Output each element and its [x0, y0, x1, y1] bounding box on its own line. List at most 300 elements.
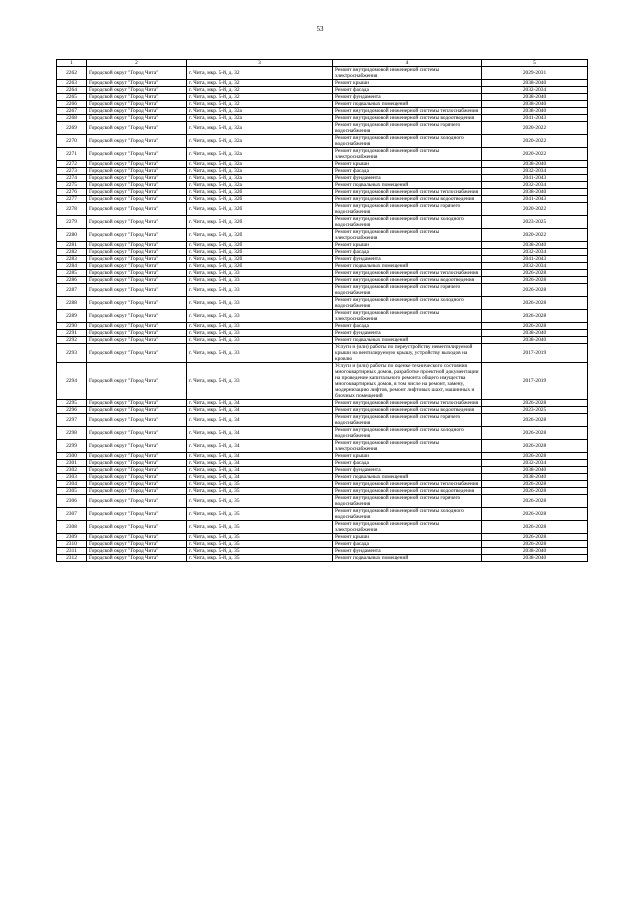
table-row	[57, 310, 588, 323]
row-number-cell: 2285	[57, 270, 87, 277]
period-cell: 2020-2022	[482, 122, 588, 135]
table-row	[57, 534, 588, 541]
address-cell: г. Чита, мкр. 5-й, д. 34	[187, 453, 333, 460]
municipality-cell: Городской округ "Город Чита"	[87, 474, 187, 481]
table-row	[57, 548, 588, 555]
address-cell: г. Чита, мкр. 5-й, д. 32б	[187, 263, 333, 270]
address-cell: г. Чита, мкр. 5-й, д. 34	[187, 467, 333, 474]
period-cell: 2026-2028	[482, 521, 588, 534]
period-cell: 2017-2019	[482, 344, 588, 363]
table-row	[57, 229, 588, 242]
municipality-cell: Городской округ "Город Чита"	[87, 414, 187, 427]
row-number-cell: 2298	[57, 427, 87, 440]
work-type-cell: Ремонт фасада	[333, 460, 482, 467]
row-number-cell: 2274	[57, 175, 87, 182]
work-type-cell: Ремонт фасада	[333, 87, 482, 94]
header-cell: 1	[57, 60, 87, 67]
work-type-cell: Ремонт внутридомовой инженерной системы теплоснабжения	[333, 270, 482, 277]
municipality-cell: Городской округ "Город Чита"	[87, 323, 187, 330]
table-row	[57, 148, 588, 161]
row-number-cell: 2308	[57, 521, 87, 534]
work-type-cell: Ремонт фасада	[333, 249, 482, 256]
municipality-cell: Городской округ "Город Чита"	[87, 122, 187, 135]
address-cell: г. Чита, мкр. 5-й, д. 34	[187, 474, 333, 481]
address-cell: г. Чита, мкр. 5-й, д. 33	[187, 330, 333, 337]
period-cell: 2038-2040	[482, 467, 588, 474]
table-row	[57, 270, 588, 277]
period-cell: 2026-2028	[482, 488, 588, 495]
period-cell: 2041-2043	[482, 196, 588, 203]
period-cell: 2026-2028	[482, 440, 588, 453]
table-row	[57, 80, 588, 87]
municipality-cell: Городской округ "Город Чита"	[87, 508, 187, 521]
table-row	[57, 101, 588, 108]
row-number-cell: 2312	[57, 555, 87, 562]
municipality-cell: Городской округ "Город Чита"	[87, 161, 187, 168]
table-row	[57, 474, 588, 481]
row-number-cell: 2281	[57, 242, 87, 249]
table-row	[57, 277, 588, 284]
period-cell: 2026-2028	[482, 270, 588, 277]
work-type-cell: Ремонт внутридомовой инженерной системы электроснабжения	[333, 229, 482, 242]
header-cell: 5	[482, 60, 588, 67]
address-cell: г. Чита, мкр. 5-й, д. 35	[187, 541, 333, 548]
row-number-cell: 2309	[57, 534, 87, 541]
municipality-cell: Городской округ "Город Чита"	[87, 168, 187, 175]
table-row	[57, 203, 588, 216]
work-type-cell: Ремонт внутридомовой инженерной системы горячего водоснабжения	[333, 203, 482, 216]
period-cell: 2026-2028	[482, 277, 588, 284]
period-cell: 2026-2028	[482, 541, 588, 548]
period-cell: 2038-2040	[482, 80, 588, 87]
address-cell: г. Чита, мкр. 5-й, д. 33	[187, 337, 333, 344]
header-cell: 4	[333, 60, 482, 67]
municipality-cell: Городской округ "Город Чита"	[87, 284, 187, 297]
table-row	[57, 284, 588, 297]
address-cell: г. Чита, мкр. 5-й, д. 35	[187, 548, 333, 555]
address-cell: г. Чита, мкр. 5-й, д. 32а	[187, 122, 333, 135]
work-type-cell: Ремонт внутридомовой инженерной системы холодного водоснабжения	[333, 216, 482, 229]
table-row	[57, 323, 588, 330]
period-cell: 2026-2028	[482, 508, 588, 521]
row-number-cell: 2289	[57, 310, 87, 323]
work-type-cell: Ремонт внутридомовой инженерной системы горячего водоснабжения	[333, 495, 482, 508]
address-cell: г. Чита, мкр. 5-й, д. 32б	[187, 249, 333, 256]
municipality-cell: Городской округ "Город Чита"	[87, 135, 187, 148]
address-cell: г. Чита, мкр. 5-й, д. 32б	[187, 196, 333, 203]
address-cell: г. Чита, мкр. 5-й, д. 32а	[187, 175, 333, 182]
period-cell: 2023-2025	[482, 216, 588, 229]
table-row	[57, 407, 588, 414]
municipality-cell: Городской округ "Город Чита"	[87, 175, 187, 182]
row-number-cell: 2301	[57, 460, 87, 467]
address-cell: г. Чита, мкр. 5-й, д. 33	[187, 284, 333, 297]
period-cell: 2026-2028	[482, 414, 588, 427]
municipality-cell: Городской округ "Город Чита"	[87, 521, 187, 534]
period-cell: 2038-2040	[482, 108, 588, 115]
period-cell: 2038-2040	[482, 548, 588, 555]
row-number-cell: 2277	[57, 196, 87, 203]
address-cell: г. Чита, мкр. 5-й, д. 33	[187, 323, 333, 330]
period-cell: 2026-2028	[482, 297, 588, 310]
municipality-cell: Городской округ "Город Чита"	[87, 310, 187, 323]
address-cell: г. Чита, мкр. 5-й, д. 32	[187, 94, 333, 101]
work-type-cell: Ремонт фасада	[333, 541, 482, 548]
table-row	[57, 87, 588, 94]
table-row	[57, 175, 588, 182]
row-number-cell: 2272	[57, 161, 87, 168]
row-number-cell: 2299	[57, 440, 87, 453]
work-type-cell: Ремонт крыши	[333, 534, 482, 541]
municipality-cell: Городской округ "Город Чита"	[87, 427, 187, 440]
row-number-cell: 2287	[57, 284, 87, 297]
period-cell: 2041-2043	[482, 175, 588, 182]
address-cell: г. Чита, мкр. 5-й, д. 35	[187, 521, 333, 534]
period-cell: 2020-2022	[482, 203, 588, 216]
municipality-cell: Городской округ "Город Чита"	[87, 242, 187, 249]
address-cell: г. Чита, мкр. 5-й, д. 33	[187, 363, 333, 400]
table-row	[57, 460, 588, 467]
work-type-cell: Ремонт крыши	[333, 242, 482, 249]
period-cell: 2038-2040	[482, 337, 588, 344]
municipality-cell: Городской округ "Город Чита"	[87, 196, 187, 203]
table-row	[57, 242, 588, 249]
municipality-cell: Городской округ "Город Чита"	[87, 541, 187, 548]
municipality-cell: Городской округ "Город Чита"	[87, 407, 187, 414]
row-number-cell: 2280	[57, 229, 87, 242]
row-number-cell: 2271	[57, 148, 87, 161]
table-row	[57, 453, 588, 460]
table-row	[57, 297, 588, 310]
work-type-cell: Ремонт фасада	[333, 168, 482, 175]
work-type-cell: Ремонт внутридомовой инженерной системы теплоснабжения	[333, 189, 482, 196]
work-type-cell: Ремонт фундамента	[333, 467, 482, 474]
municipality-cell: Городской округ "Город Чита"	[87, 453, 187, 460]
address-cell: г. Чита, мкр. 5-й, д. 34	[187, 460, 333, 467]
address-cell: г. Чита, мкр. 5-й, д. 33	[187, 297, 333, 310]
table-row	[57, 555, 588, 562]
work-type-cell: Ремонт крыши	[333, 80, 482, 87]
period-cell: 2023-2025	[482, 407, 588, 414]
row-number-cell: 2279	[57, 216, 87, 229]
address-cell: г. Чита, мкр. 5-й, д. 32б	[187, 189, 333, 196]
municipality-cell: Городской округ "Город Чита"	[87, 87, 187, 94]
municipality-cell: Городской округ "Город Чита"	[87, 270, 187, 277]
period-cell: 2026-2028	[482, 284, 588, 297]
municipality-cell: Городской округ "Город Чита"	[87, 94, 187, 101]
table-row	[57, 122, 588, 135]
row-number-cell: 2264	[57, 87, 87, 94]
period-cell: 2038-2040	[482, 94, 588, 101]
address-cell: г. Чита, мкр. 5-й, д. 32б	[187, 203, 333, 216]
work-type-cell: Ремонт внутридомовой инженерной системы водоотведения	[333, 196, 482, 203]
address-cell: г. Чита, мкр. 5-й, д. 32а	[187, 148, 333, 161]
address-cell: г. Чита, мкр. 5-й, д. 33	[187, 270, 333, 277]
address-cell: г. Чита, мкр. 5-й, д. 35	[187, 508, 333, 521]
row-number-cell: 2296	[57, 407, 87, 414]
work-type-cell: Ремонт внутридомовой инженерной системы электроснабжения	[333, 310, 482, 323]
municipality-cell: Городской округ "Город Чита"	[87, 534, 187, 541]
row-number-cell: 2294	[57, 363, 87, 400]
table-row	[57, 256, 588, 263]
period-cell: 2026-2028	[482, 323, 588, 330]
table-row	[57, 400, 588, 407]
period-cell: 2038-2040	[482, 189, 588, 196]
row-number-cell: 2292	[57, 337, 87, 344]
work-type-cell: Ремонт подвальных помещений	[333, 101, 482, 108]
row-number-cell: 2305	[57, 488, 87, 495]
municipality-cell: Городской округ "Город Чита"	[87, 249, 187, 256]
work-type-cell: Услуги и (или) работы по оценке технического состояния многоквартирных домов, разработке проектной документации на проведение капитального ремонта общего имущества многоквартирных домов, в том числе на ремонт, замену, модернизацию лифтов, ремонт лифтовых шахт, машинных и блочных помещений	[333, 363, 482, 400]
table-row	[57, 467, 588, 474]
work-type-cell: Ремонт внутридомовой инженерной системы холодного водоснабжения	[333, 508, 482, 521]
row-number-cell: 2288	[57, 297, 87, 310]
row-number-cell: 2300	[57, 453, 87, 460]
municipality-cell: Городской округ "Город Чита"	[87, 488, 187, 495]
work-type-cell: Ремонт фундамента	[333, 256, 482, 263]
address-cell: г. Чита, мкр. 5-й, д. 32а	[187, 161, 333, 168]
municipality-cell: Городской округ "Город Чита"	[87, 182, 187, 189]
municipality-cell: Городской округ "Город Чита"	[87, 80, 187, 87]
row-number-cell: 2267	[57, 108, 87, 115]
period-cell: 2020-2022	[482, 229, 588, 242]
row-number-cell: 2297	[57, 414, 87, 427]
municipality-cell: Городской округ "Город Чита"	[87, 555, 187, 562]
row-number-cell: 2303	[57, 474, 87, 481]
period-cell: 2026-2028	[482, 310, 588, 323]
page-number: 53	[316, 25, 324, 33]
table-row	[57, 508, 588, 521]
row-number-cell: 2266	[57, 101, 87, 108]
table-row	[57, 495, 588, 508]
address-cell: г. Чита, мкр. 5-й, д. 32б	[187, 229, 333, 242]
period-cell: 2017-2019	[482, 363, 588, 400]
work-type-cell: Ремонт крыши	[333, 453, 482, 460]
row-number-cell: 2302	[57, 467, 87, 474]
municipality-cell: Городской округ "Город Чита"	[87, 256, 187, 263]
municipality-cell: Городской округ "Город Чита"	[87, 216, 187, 229]
row-number-cell: 2293	[57, 344, 87, 363]
address-cell: г. Чита, мкр. 5-й, д. 35	[187, 534, 333, 541]
period-cell: 2041-2043	[482, 256, 588, 263]
period-cell: 2038-2040	[482, 474, 588, 481]
work-type-cell: Ремонт фундамента	[333, 330, 482, 337]
work-type-cell: Ремонт внутридомовой инженерной системы горячего водоснабжения	[333, 122, 482, 135]
work-type-cell: Ремонт внутридомовой инженерной системы водоотведения	[333, 277, 482, 284]
period-cell: 2038-2040	[482, 330, 588, 337]
address-cell: г. Чита, мкр. 5-й, д. 32	[187, 101, 333, 108]
header-cell: 3	[187, 60, 333, 67]
row-number-cell: 2275	[57, 182, 87, 189]
table-row	[57, 481, 588, 488]
registry-table	[56, 59, 588, 562]
row-number-cell: 2283	[57, 256, 87, 263]
table-row	[57, 344, 588, 363]
address-cell: г. Чита, мкр. 5-й, д. 33	[187, 277, 333, 284]
period-cell: 2032-2034	[482, 168, 588, 175]
municipality-cell: Городской округ "Город Чита"	[87, 344, 187, 363]
municipality-cell: Городской округ "Город Чита"	[87, 467, 187, 474]
table-row	[57, 541, 588, 548]
row-number-cell: 2269	[57, 122, 87, 135]
period-cell: 2032-2034	[482, 87, 588, 94]
period-cell: 2038-2040	[482, 161, 588, 168]
row-number-cell: 2291	[57, 330, 87, 337]
row-number-cell: 2306	[57, 495, 87, 508]
work-type-cell: Ремонт внутридомовой инженерной системы водоотведения	[333, 115, 482, 122]
work-type-cell: Ремонт внутридомовой инженерной системы теплоснабжения	[333, 481, 482, 488]
table-row	[57, 363, 588, 400]
row-number-cell: 2268	[57, 115, 87, 122]
row-number-cell: 2286	[57, 277, 87, 284]
table-row	[57, 414, 588, 427]
municipality-cell: Городской округ "Город Чита"	[87, 548, 187, 555]
period-cell: 2026-2028	[482, 481, 588, 488]
work-type-cell: Ремонт внутридомовой инженерной системы горячего водоснабжения	[333, 414, 482, 427]
row-number-cell: 2265	[57, 94, 87, 101]
address-cell: г. Чита, мкр. 5-й, д. 35	[187, 488, 333, 495]
address-cell: г. Чита, мкр. 5-й, д. 34	[187, 427, 333, 440]
address-cell: г. Чита, мкр. 5-й, д. 35	[187, 495, 333, 508]
work-type-cell: Ремонт крыши	[333, 161, 482, 168]
period-cell: 2020-2022	[482, 135, 588, 148]
municipality-cell: Городской округ "Город Чита"	[87, 115, 187, 122]
table-row	[57, 337, 588, 344]
work-type-cell: Ремонт внутридомовой инженерной системы электроснабжения	[333, 440, 482, 453]
row-number-cell: 2276	[57, 189, 87, 196]
municipality-cell: Городской округ "Город Чита"	[87, 337, 187, 344]
table-row	[57, 135, 588, 148]
address-cell: г. Чита, мкр. 5-й, д. 32а	[187, 182, 333, 189]
municipality-cell: Городской округ "Город Чита"	[87, 148, 187, 161]
period-cell: 2038-2040	[482, 242, 588, 249]
period-cell: 2032-2034	[482, 249, 588, 256]
row-number-cell: 2290	[57, 323, 87, 330]
address-cell: г. Чита, мкр. 5-й, д. 32	[187, 80, 333, 87]
work-type-cell: Ремонт внутридомовой инженерной системы холодного водоснабжения	[333, 135, 482, 148]
municipality-cell: Городской округ "Город Чита"	[87, 229, 187, 242]
address-cell: г. Чита, мкр. 5-й, д. 32а	[187, 108, 333, 115]
row-number-cell: 2282	[57, 249, 87, 256]
table-row	[57, 182, 588, 189]
work-type-cell: Ремонт внутридомовой инженерной системы теплоснабжения	[333, 108, 482, 115]
municipality-cell: Городской округ "Город Чита"	[87, 263, 187, 270]
municipality-cell: Городской округ "Город Чита"	[87, 330, 187, 337]
address-cell: г. Чита, мкр. 5-й, д. 32а	[187, 135, 333, 148]
period-cell: 2041-2043	[482, 115, 588, 122]
table-row	[57, 440, 588, 453]
work-type-cell: Услуги и (или) работы по переустройству невентилируемой крыши на вентилируемую крышу, устройству выходов на кровлю	[333, 344, 482, 363]
address-cell: г. Чита, мкр. 5-й, д. 32б	[187, 216, 333, 229]
work-type-cell: Ремонт внутридомовой инженерной системы электроснабжения	[333, 148, 482, 161]
municipality-cell: Городской округ "Город Чита"	[87, 67, 187, 80]
work-type-cell: Ремонт подвальных помещений	[333, 474, 482, 481]
table-row	[57, 189, 588, 196]
work-type-cell: Ремонт фундамента	[333, 94, 482, 101]
period-cell: 2038-2040	[482, 101, 588, 108]
row-number-cell: 2307	[57, 508, 87, 521]
row-number-cell: 2270	[57, 135, 87, 148]
work-type-cell: Ремонт внутридомовой инженерной системы электроснабжения	[333, 67, 482, 80]
address-cell: г. Чита, мкр. 5-й, д. 35	[187, 481, 333, 488]
table-row	[57, 521, 588, 534]
table-row	[57, 115, 588, 122]
municipality-cell: Городской округ "Город Чита"	[87, 189, 187, 196]
table-row	[57, 168, 588, 175]
row-number-cell: 2273	[57, 168, 87, 175]
work-type-cell: Ремонт внутридомовой инженерной системы электроснабжения	[333, 521, 482, 534]
work-type-cell: Ремонт фундамента	[333, 175, 482, 182]
period-cell: 2020-2022	[482, 148, 588, 161]
municipality-cell: Городской округ "Город Чита"	[87, 363, 187, 400]
table-row	[57, 67, 588, 80]
address-cell: г. Чита, мкр. 5-й, д. 32б	[187, 242, 333, 249]
row-number-cell: 2263	[57, 80, 87, 87]
work-type-cell: Ремонт фасада	[333, 323, 482, 330]
table-row	[57, 196, 588, 203]
address-cell: г. Чита, мкр. 5-й, д. 34	[187, 407, 333, 414]
municipality-cell: Городской округ "Город Чита"	[87, 277, 187, 284]
address-cell: г. Чита, мкр. 5-й, д. 32б	[187, 256, 333, 263]
work-type-cell: Ремонт внутридомовой инженерной системы водоотведения	[333, 407, 482, 414]
address-cell: г. Чита, мкр. 5-й, д. 32а	[187, 168, 333, 175]
address-cell: г. Чита, мкр. 5-й, д. 34	[187, 400, 333, 407]
table-header-row	[57, 60, 588, 67]
municipality-cell: Городской округ "Город Чита"	[87, 460, 187, 467]
work-type-cell: Ремонт внутридомовой инженерной системы холодного водоснабжения	[333, 297, 482, 310]
municipality-cell: Городской округ "Город Чита"	[87, 108, 187, 115]
table-row	[57, 108, 588, 115]
row-number-cell: 2284	[57, 263, 87, 270]
period-cell: 2026-2028	[482, 400, 588, 407]
work-type-cell: Ремонт внутридомовой инженерной системы теплоснабжения	[333, 400, 482, 407]
municipality-cell: Городской округ "Город Чита"	[87, 400, 187, 407]
municipality-cell: Городской округ "Город Чита"	[87, 481, 187, 488]
work-type-cell: Ремонт подвальных помещений	[333, 337, 482, 344]
table-row	[57, 161, 588, 168]
municipality-cell: Городской округ "Город Чита"	[87, 203, 187, 216]
header-cell: 2	[87, 60, 187, 67]
period-cell: 2038-2040	[482, 555, 588, 562]
period-cell: 2032-2034	[482, 460, 588, 467]
work-type-cell: Ремонт подвальных помещений	[333, 182, 482, 189]
table-row	[57, 427, 588, 440]
period-cell: 2026-2028	[482, 453, 588, 460]
municipality-cell: Городской округ "Город Чита"	[87, 297, 187, 310]
address-cell: г. Чита, мкр. 5-й, д. 32	[187, 87, 333, 94]
address-cell: г. Чита, мкр. 5-й, д. 34	[187, 414, 333, 427]
row-number-cell: 2295	[57, 400, 87, 407]
row-number-cell: 2311	[57, 548, 87, 555]
period-cell: 2026-2028	[482, 495, 588, 508]
row-number-cell: 2310	[57, 541, 87, 548]
address-cell: г. Чита, мкр. 5-й, д. 32	[187, 67, 333, 80]
work-type-cell: Ремонт внутридомовой инженерной системы горячего водоснабжения	[333, 284, 482, 297]
work-type-cell: Ремонт внутридомовой инженерной системы холодного водоснабжения	[333, 427, 482, 440]
period-cell: 2026-2028	[482, 427, 588, 440]
period-cell: 2026-2028	[482, 534, 588, 541]
table-row	[57, 263, 588, 270]
table-row	[57, 216, 588, 229]
municipality-cell: Городской округ "Город Чита"	[87, 495, 187, 508]
table-row	[57, 488, 588, 495]
address-cell: г. Чита, мкр. 5-й, д. 33	[187, 310, 333, 323]
address-cell: г. Чита, мкр. 5-й, д. 33	[187, 344, 333, 363]
address-cell: г. Чита, мкр. 5-й, д. 32а	[187, 115, 333, 122]
municipality-cell: Городской округ "Город Чита"	[87, 101, 187, 108]
work-type-cell: Ремонт фундамента	[333, 548, 482, 555]
row-number-cell: 2278	[57, 203, 87, 216]
